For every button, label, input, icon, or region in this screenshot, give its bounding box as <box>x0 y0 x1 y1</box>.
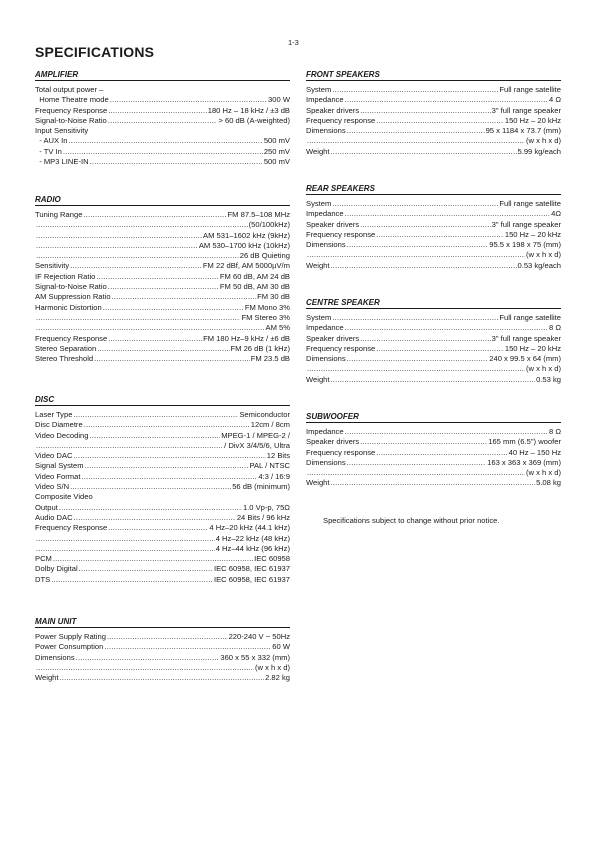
leader-dots <box>36 313 240 323</box>
leader-dots <box>81 472 257 482</box>
spec-row <box>306 334 561 344</box>
spec-label: Video Decoding <box>35 430 89 440</box>
leader-dots <box>84 420 250 430</box>
leader-dots <box>360 437 487 447</box>
spec-row <box>35 157 290 167</box>
spec-row <box>35 642 290 652</box>
spec-row <box>35 136 290 146</box>
leader-dots <box>94 354 250 364</box>
leader-dots <box>376 230 504 240</box>
spec-label: Impedance <box>306 209 344 219</box>
leader-dots <box>36 441 223 451</box>
leader-dots <box>60 673 265 683</box>
section-heading: DISC <box>35 395 290 406</box>
spec-value: FM Stereo 3% <box>241 312 290 322</box>
spec-value: 180 Hz – 18 kHz / ±3 dB <box>207 105 290 115</box>
leader-dots <box>104 642 271 652</box>
spec-label: Dimensions <box>35 652 75 662</box>
spec-value: FM 26 dB (1 kHz) <box>230 343 290 353</box>
spec-value: 24 Bits / 96 kHz <box>236 512 290 522</box>
spec-value: 3" full range speaker <box>491 219 561 229</box>
spec-label: Weight <box>306 146 330 156</box>
spec-row <box>35 313 290 323</box>
leader-dots <box>59 503 242 513</box>
spec-value: 4 Ω <box>548 95 561 105</box>
leader-dots <box>73 451 265 461</box>
spec-label: - TV In <box>35 146 62 156</box>
spec-row <box>35 282 290 292</box>
spec-row <box>35 534 290 544</box>
spec-value: 1.0 Vp-p, 75Ω <box>242 502 290 512</box>
leader-dots <box>108 523 208 533</box>
spec-label: Sensitivity <box>35 261 70 271</box>
spec-value: 8 Ω <box>548 427 561 436</box>
leader-dots <box>70 482 231 492</box>
spec-label: Impedance <box>306 323 344 333</box>
spec-row <box>306 126 561 136</box>
disclaimer-note: Specifications subject to change without prior notice. <box>323 516 500 525</box>
spec-label: Frequency Response <box>35 333 108 343</box>
leader-dots <box>85 461 249 471</box>
spec-row <box>35 231 290 241</box>
leader-dots <box>332 313 498 323</box>
spec-row <box>35 334 290 344</box>
spec-row <box>306 147 561 157</box>
spec-label: Stereo Threshold <box>35 354 94 364</box>
spec-value: FM 87.5–108 MHz <box>227 210 290 219</box>
leader-dots <box>76 653 220 663</box>
spec-row <box>35 210 290 220</box>
spec-row <box>35 420 290 430</box>
spec-row <box>35 220 290 230</box>
leader-dots <box>331 147 517 157</box>
spec-value: 3" full range speaker <box>491 333 561 343</box>
leader-dots <box>110 95 267 105</box>
section-subwoofer <box>306 412 561 489</box>
spec-label: Power Supply Rating <box>35 632 106 641</box>
section-heading: SUBWOOFER <box>306 412 561 423</box>
spec-value: 0.53 kg <box>536 374 561 384</box>
spec-label: System <box>306 313 332 322</box>
spec-row <box>35 575 290 585</box>
spec-value: 3" full range speaker <box>491 105 561 115</box>
spec-value: 5.99 kg/each <box>517 146 561 156</box>
spec-label: Tuning Range <box>35 210 83 219</box>
leader-dots <box>36 544 215 554</box>
spec-row <box>35 95 290 105</box>
spec-row <box>35 503 290 513</box>
leader-dots <box>331 375 536 385</box>
section-front-speakers <box>306 70 561 157</box>
spec-row <box>306 106 561 116</box>
spec-label: System <box>306 85 332 94</box>
spec-value: 4:3 / 16:9 <box>258 471 290 481</box>
spec-label: Frequency response <box>306 343 376 353</box>
spec-row <box>35 564 290 574</box>
spec-label: Laser Type <box>35 410 73 419</box>
spec-value: FM 180 Hz–9 kHz / ±6 dB <box>203 333 290 343</box>
leader-dots <box>36 534 215 544</box>
spec-value: 150 Hz – 20 kHz <box>504 343 561 353</box>
spec-row <box>35 673 290 683</box>
spec-row <box>35 303 290 313</box>
spec-row <box>306 478 561 488</box>
spec-value: 220-240 V ~ 50Hz <box>228 632 290 641</box>
spec-value: FM 30 dB <box>257 292 290 302</box>
spec-value: > 60 dB (A-weighted) <box>218 115 290 125</box>
spec-value: 8 Ω <box>548 323 561 333</box>
spec-value: Full range satellite <box>499 313 561 322</box>
spec-label: Impedance <box>306 427 344 436</box>
section-heading: REAR SPEAKERS <box>306 184 561 195</box>
spec-row <box>35 126 290 136</box>
leader-dots <box>332 199 498 209</box>
leader-dots <box>79 564 213 574</box>
leader-dots <box>307 136 525 146</box>
spec-value: 12cm / 8cm <box>250 420 290 430</box>
spec-value: PAL / NTSC <box>249 461 290 471</box>
spec-label: Dolby Digital <box>35 564 78 574</box>
spec-row <box>35 323 290 333</box>
leader-dots <box>347 240 489 250</box>
leader-dots <box>347 458 486 468</box>
spec-value: FM 22 dBf, AM 5000µV/m <box>202 261 290 271</box>
spec-value: (w x h x d) <box>525 364 561 374</box>
leader-dots <box>89 431 220 441</box>
leader-dots <box>36 251 239 261</box>
spec-value: Full range satellite <box>499 199 561 208</box>
spec-value: 60 W <box>272 642 290 652</box>
spec-label: - AUX In <box>35 136 68 146</box>
leader-dots <box>96 272 219 282</box>
spec-row <box>306 364 561 374</box>
spec-row <box>35 431 290 441</box>
spec-value: (w x h x d) <box>525 468 561 478</box>
spec-value: 500 mV <box>263 136 290 146</box>
spec-label: Speaker drivers <box>306 219 360 229</box>
spec-row <box>306 230 561 240</box>
leader-dots <box>376 116 504 126</box>
leader-dots <box>97 344 229 354</box>
spec-value: 150 Hz – 20 kHz <box>504 115 561 125</box>
spec-label: DTS <box>35 574 51 584</box>
section-disc <box>35 395 290 585</box>
leader-dots <box>36 231 202 241</box>
spec-value: 2.82 kg <box>265 673 290 683</box>
spec-row <box>306 85 561 95</box>
spec-rows <box>35 210 290 364</box>
spec-row <box>35 653 290 663</box>
spec-row <box>306 313 561 323</box>
leader-dots <box>345 209 551 219</box>
spec-label: Weight <box>35 673 59 683</box>
spec-rows <box>35 410 290 585</box>
spec-row <box>35 241 290 251</box>
spec-row <box>306 240 561 250</box>
spec-value: IEC 60958, IEC 61937 <box>214 574 290 584</box>
spec-row <box>35 482 290 492</box>
leader-dots <box>307 250 525 260</box>
spec-row <box>35 106 290 116</box>
leader-dots <box>347 126 485 136</box>
spec-label: Composite Video <box>35 492 93 502</box>
spec-row <box>35 554 290 564</box>
leader-dots <box>108 116 218 126</box>
spec-value: 4 Hz–20 kHz (44.1 kHz) <box>209 523 290 533</box>
leader-dots <box>307 468 525 478</box>
spec-value: 250 mV <box>263 146 290 156</box>
spec-value: / DivX 3/4/5/6, Ultra <box>224 440 290 450</box>
spec-value: 40 Hz – 150 Hz <box>508 447 561 457</box>
spec-value: AM 5% <box>265 323 290 333</box>
spec-value: (w x h x d) <box>525 250 561 260</box>
leader-dots <box>331 478 536 488</box>
spec-row <box>306 437 561 447</box>
spec-value: FM 23.5 dB <box>250 354 290 364</box>
spec-label: Frequency response <box>306 447 376 457</box>
spec-row <box>306 448 561 458</box>
spec-value: FM 50 dB, AM 30 dB <box>219 282 290 292</box>
leader-dots <box>63 147 263 157</box>
spec-label: Weight <box>306 374 330 384</box>
spec-label: Frequency Response <box>35 523 108 533</box>
spec-label: Weight <box>306 478 330 488</box>
spec-row <box>306 199 561 209</box>
leader-dots <box>108 106 207 116</box>
spec-row <box>35 116 290 126</box>
leader-dots <box>74 513 236 523</box>
leader-dots <box>107 632 228 642</box>
spec-label: Frequency Response <box>35 105 108 115</box>
spec-label: Dimensions <box>306 126 346 136</box>
spec-value: 95 x 1184 x 73.7 (mm) <box>485 126 561 136</box>
spec-label: Signal-to-Noise Ratio <box>35 115 107 125</box>
leader-dots <box>332 85 498 95</box>
leader-dots <box>345 95 548 105</box>
spec-row <box>35 544 290 554</box>
spec-value: (50/100kHz) <box>248 220 290 230</box>
spec-label: Speaker drivers <box>306 105 360 115</box>
leader-dots <box>376 448 507 458</box>
leader-dots <box>90 157 263 167</box>
spec-row <box>306 468 561 478</box>
spec-label: Frequency response <box>306 229 376 239</box>
spec-row <box>35 451 290 461</box>
spec-value: FM 60 dB, AM 24 dB <box>219 271 290 281</box>
spec-value: 300 W <box>268 95 290 105</box>
leader-dots <box>360 220 490 230</box>
spec-row <box>306 323 561 333</box>
spec-row <box>35 472 290 482</box>
leader-dots <box>345 427 548 437</box>
spec-row <box>35 513 290 523</box>
spec-rows <box>306 427 561 489</box>
spec-value: 5.08 kg <box>536 478 561 488</box>
spec-row <box>35 261 290 271</box>
spec-row <box>306 375 561 385</box>
spec-row <box>35 410 290 420</box>
spec-value: AM 530–1700 kHz (10kHz) <box>198 240 290 250</box>
spec-label: Video DAC <box>35 451 73 461</box>
leader-dots <box>53 554 253 564</box>
section-heading: CENTRE SPEAKER <box>306 298 561 309</box>
section-rear-speakers <box>306 184 561 271</box>
spec-label: Power Consumption <box>35 642 104 652</box>
spec-row <box>35 251 290 261</box>
spec-value: 26 dB Quieting <box>239 251 290 261</box>
spec-label: Stereo Separation <box>35 343 97 353</box>
spec-row <box>306 261 561 271</box>
spec-row <box>35 523 290 533</box>
section-centre-speaker <box>306 298 561 385</box>
spec-value: 4 Hz–44 kHz (96 kHz) <box>215 543 290 553</box>
leader-dots <box>51 575 213 585</box>
spec-row <box>306 354 561 364</box>
spec-row <box>35 85 290 95</box>
leader-dots <box>376 344 504 354</box>
spec-label: Home Theatre mode <box>35 95 109 105</box>
spec-value: 0.53 kg/each <box>517 260 561 270</box>
spec-label: Signal-to-Noise Ratio <box>35 282 107 292</box>
spec-value: MPEG-1 / MPEG-2 / <box>221 430 290 440</box>
spec-label: Dimensions <box>306 354 346 364</box>
spec-label: Dimensions <box>306 240 346 250</box>
spec-value: (w x h x d) <box>525 136 561 146</box>
spec-value: 500 mV <box>263 157 290 167</box>
spec-label: Video Format <box>35 471 81 481</box>
leader-dots <box>360 334 490 344</box>
spec-value: 165 mm (6.5") woofer <box>488 437 561 447</box>
spec-label: Signal System <box>35 461 84 471</box>
spec-row <box>35 632 290 642</box>
spec-label: Input Sensitivity <box>35 126 89 136</box>
spec-value: IEC 60958, IEC 61937 <box>214 564 290 574</box>
leader-dots <box>360 106 490 116</box>
spec-label: Speaker drivers <box>306 437 360 447</box>
leader-dots <box>345 323 548 333</box>
section-amplifier <box>35 70 290 167</box>
spec-label: PCM <box>35 554 52 564</box>
section-radio <box>35 195 290 364</box>
spec-row <box>306 209 561 219</box>
spec-value: 12 Bits <box>266 451 290 461</box>
section-heading: FRONT SPEAKERS <box>306 70 561 81</box>
spec-label: System <box>306 199 332 208</box>
leader-dots <box>103 303 244 313</box>
spec-value: 95.5 x 198 x 75 (mm) <box>489 240 561 250</box>
section-main-unit <box>35 617 290 683</box>
leader-dots <box>36 241 198 251</box>
leader-dots <box>70 261 202 271</box>
spec-row <box>306 136 561 146</box>
spec-row <box>306 427 561 437</box>
spec-row <box>35 354 290 364</box>
spec-label: Dimensions <box>306 457 346 467</box>
spec-row <box>306 220 561 230</box>
spec-value: (w x h x d) <box>254 662 290 672</box>
spec-rows <box>306 199 561 271</box>
spec-value: 4Ω <box>551 209 561 219</box>
spec-label: Output <box>35 502 58 512</box>
leader-dots <box>108 282 219 292</box>
leader-dots <box>112 292 257 302</box>
spec-row <box>306 458 561 468</box>
spec-row <box>306 95 561 105</box>
leader-dots <box>83 210 226 220</box>
spec-value: FM Mono 3% <box>244 302 290 312</box>
spec-row <box>35 492 290 502</box>
spec-label: Video S/N <box>35 482 70 492</box>
leader-dots <box>69 136 263 146</box>
leader-dots <box>347 354 489 364</box>
leader-dots <box>108 334 202 344</box>
spec-value: 163 x 363 x 369 (mm) <box>487 457 561 467</box>
spec-row <box>306 250 561 260</box>
page-number: 1-3 <box>288 38 299 47</box>
spec-label: IF Rejection Ratio <box>35 271 96 281</box>
spec-row <box>35 663 290 673</box>
spec-row <box>35 147 290 157</box>
spec-label: Harmonic Distortion <box>35 302 102 312</box>
page-title: SPECIFICATIONS <box>35 44 155 60</box>
spec-rows <box>306 313 561 385</box>
spec-label: Weight <box>306 260 330 270</box>
spec-value: 360 x 55 x 332 (mm) <box>220 652 290 662</box>
spec-label: Frequency response <box>306 115 376 125</box>
leader-dots <box>36 220 248 230</box>
spec-rows <box>35 632 290 683</box>
leader-dots <box>73 410 238 420</box>
spec-row <box>306 344 561 354</box>
leader-dots <box>307 364 525 374</box>
spec-value: IEC 60958 <box>254 554 290 564</box>
spec-value: 56 dB (minimum) <box>232 482 290 492</box>
spec-label: - MP3 LINE-IN <box>35 157 89 167</box>
spec-value: 240 x 99.5 x 64 (mm) <box>489 354 561 364</box>
spec-rows <box>35 85 290 167</box>
spec-row <box>35 344 290 354</box>
spec-label: Audio DAC <box>35 512 73 522</box>
spec-row <box>35 272 290 282</box>
spec-rows <box>306 85 561 157</box>
spec-row <box>35 461 290 471</box>
spec-label: Disc Diametre <box>35 420 83 430</box>
spec-value: 4 Hz–22 kHz (48 kHz) <box>215 533 290 543</box>
spec-row <box>306 116 561 126</box>
spec-label: Speaker drivers <box>306 333 360 343</box>
spec-value: AM 531–1602 kHz (9kHz) <box>203 230 290 240</box>
spec-label: Impedance <box>306 95 344 105</box>
section-heading: AMPLIFIER <box>35 70 290 81</box>
leader-dots <box>36 663 254 673</box>
leader-dots <box>331 261 517 271</box>
spec-label: Total output power – <box>35 85 104 94</box>
spec-value: Semiconductor <box>239 410 290 419</box>
spec-row <box>35 441 290 451</box>
spec-row <box>35 292 290 302</box>
spec-value: Full range satellite <box>499 85 561 94</box>
spec-label: AM Suppression Ratio <box>35 292 111 302</box>
leader-dots <box>36 323 265 333</box>
section-heading: MAIN UNIT <box>35 617 290 628</box>
section-heading: RADIO <box>35 195 290 206</box>
spec-value: 150 Hz – 20 kHz <box>504 229 561 239</box>
